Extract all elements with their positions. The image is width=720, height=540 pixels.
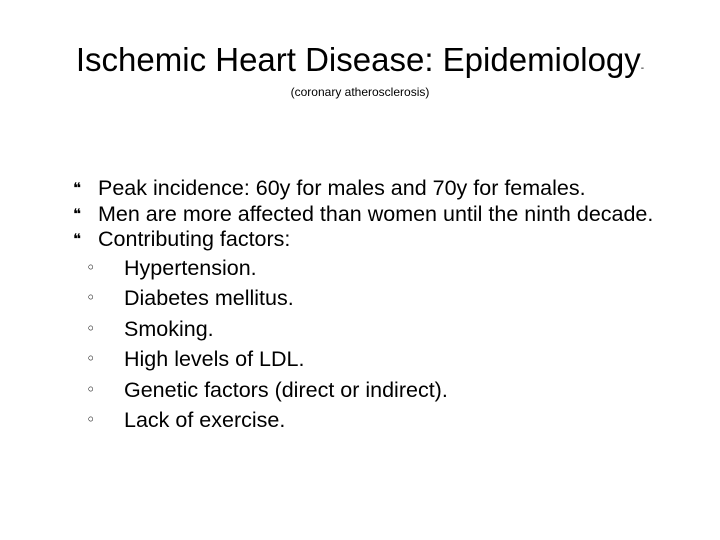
bullet-text: Men are more affected than women until the ninth decade.	[98, 201, 654, 226]
title-suffix: -	[640, 63, 645, 74]
factor-text: Hypertension.	[124, 255, 257, 280]
bullet-item	[72, 227, 692, 253]
factor-item	[86, 405, 692, 436]
circle-bullet-icon: ◦	[86, 288, 96, 308]
circle-bullet-icon: ◦	[86, 410, 96, 430]
slide-body	[72, 176, 692, 436]
factor-text: Smoking.	[124, 316, 214, 341]
bullet-text: Peak incidence: 60y for males and 70y for females.	[98, 176, 586, 200]
factor-text: High levels of LDL.	[124, 347, 305, 372]
circle-bullet-icon: ◦	[86, 379, 96, 399]
factor-text: Lack of exercise.	[124, 408, 286, 433]
bullet-item	[72, 176, 692, 202]
bullet-text: Contributing factors:	[98, 227, 291, 251]
factor-text: Diabetes mellitus.	[124, 286, 294, 311]
bullet-item	[72, 202, 692, 228]
factor-item	[86, 314, 692, 345]
factor-text: Genetic factors (direct or indirect).	[124, 377, 448, 402]
quote-bullet-icon: ❝	[73, 230, 82, 248]
circle-bullet-icon: ◦	[86, 349, 96, 369]
factor-item	[86, 253, 692, 284]
factor-item	[86, 283, 692, 314]
slide-title-text: Ischemic Heart Disease: Epidemiology	[75, 41, 641, 78]
factor-item	[86, 344, 692, 375]
factor-item	[86, 375, 692, 406]
quote-bullet-icon: ❝	[73, 204, 82, 223]
slide-subtitle: (coronary atherosclerosis)	[290, 85, 430, 99]
contributing-factors-list	[72, 253, 692, 437]
circle-bullet-icon: ◦	[86, 318, 96, 338]
quote-bullet-icon: ❝	[73, 179, 82, 197]
circle-bullet-icon: ◦	[86, 257, 96, 277]
